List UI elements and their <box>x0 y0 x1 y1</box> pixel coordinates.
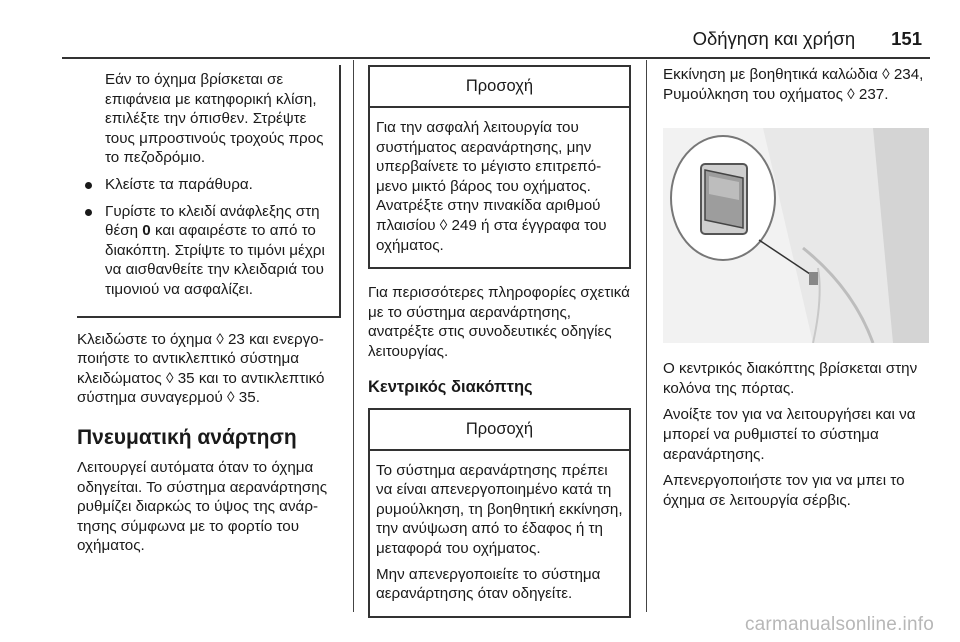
caution-text: Μην απενεργοποιείτε το σύστημα αερανάρτησης όταν οδηγείτε. <box>376 565 601 603</box>
section-heading-air-suspension: Πνευματική ανάρτηση <box>77 425 297 449</box>
caution-text: Για την ασφαλή λειτουργία του συστήματος αερανάρτησης, μην υπερβαίνετε το μέγιστο επιτρεπόμενο μικτό βάρος του οχήματος. Ανατρέξτε στην πινακίδα αριθμού πλαισίου ◊ 249 ή στα έγγραφα του οχήματος. <box>376 119 607 254</box>
column-divider <box>646 60 647 612</box>
page-header <box>693 27 922 51</box>
section-title: Οδήγηση και χρήση <box>692 28 856 49</box>
cross-reference-text: Εκκίνηση με βοηθητικά καλώδια ◊ 234, Ρυμούλκηση του οχήματος ◊ 237. <box>663 66 924 103</box>
section-heading-master-switch: Κεντρικός διακόπτης <box>368 377 533 396</box>
air-suspension-body: Λειτουργεί αυτόματα όταν το όχημα οδηγείται. Το σύστημα αερανάρτησης ρυθμίζει διαρκώς το ύψος της ανάρτησης σύμφωνα με το φορτίο του οχήματος. <box>77 458 328 555</box>
bullet-ignition: Γυρίστε το κλειδί ανάφλεξης στη θέση 0 και αφαιρέστε το από το διακόπτη. Στρίψτε το τιμόνι μέχρι να αισθανθείτε την κλειδαριά του τιμονιού να ασφαλίζει. <box>77 202 333 300</box>
column-middle <box>368 65 631 618</box>
bullet-close-windows: Κλείστε τα παράθυρα. <box>77 175 333 195</box>
box-intro: Εάν το όχημα βρίσκεται σε επιφάνεια με κατηφορική κλίση, επιλέξτε την όπισθεν. Στρέψτε τους μπροστινούς τροχούς προς το πεζοδρόμιο. <box>105 71 324 167</box>
header-rule <box>62 57 930 59</box>
column-right <box>663 65 931 517</box>
lock-vehicle-text: Κλειδώστε το όχημα ◊ 23 και ενεργοποιήστε το αντικλεπτικό σύστημα κλειδώματος ◊ 35 και το αντικλεπτικό σύστημα συναγερμού ◊ 35. <box>77 330 325 407</box>
reference-icon: ◊ <box>439 216 448 234</box>
reference-icon: ◊ <box>165 369 174 387</box>
parking-box <box>77 65 341 318</box>
caution-title: Προσοχή <box>370 67 629 108</box>
caution-text: Το σύστημα αερανάρτησης πρέπει να είναι απενεργοποιημένο κατά τη ρυμούλκηση, τη βοηθητική εκκίνηση, την ανύψωση από το έδαφος ή τη μεταφορά του οχήματος. <box>376 461 623 557</box>
caution-title: Προσοχή <box>370 410 629 451</box>
reference-icon: ◊ <box>216 330 224 348</box>
column-left <box>77 65 341 563</box>
caution-box-2 <box>368 408 631 618</box>
reference-icon: ◊ <box>882 66 890 83</box>
column-divider <box>353 60 354 612</box>
more-info-text: Για περισσότερες πληροφορίες σχετικά με το σύστημα αερανάρτησης, ανατρέξτε στις συνοδευτικές οδηγίες λειτουργίας. <box>368 284 630 360</box>
door-pillar-switch-illustration <box>663 128 929 343</box>
page-number: 151 <box>891 28 922 49</box>
reference-icon: ◊ <box>847 85 855 103</box>
caution-box-1 <box>368 65 631 269</box>
watermark: carmanualsonline.info <box>744 614 934 635</box>
deactivate-text: Απενεργοποιήστε τον για να μπει το όχημα σε λειτουργία σέρβις. <box>663 472 905 509</box>
master-switch-photo <box>663 128 929 343</box>
location-text: Ο κεντρικός διακόπτης βρίσκεται στην κολόνα της πόρτας. <box>663 360 918 397</box>
reference-icon: ◊ <box>227 389 235 407</box>
activate-text: Ανοίξτε τον για να λειτουργήσει και να μπορεί να ρυθμιστεί το σύστημα αερανάρτησης. <box>663 406 916 463</box>
